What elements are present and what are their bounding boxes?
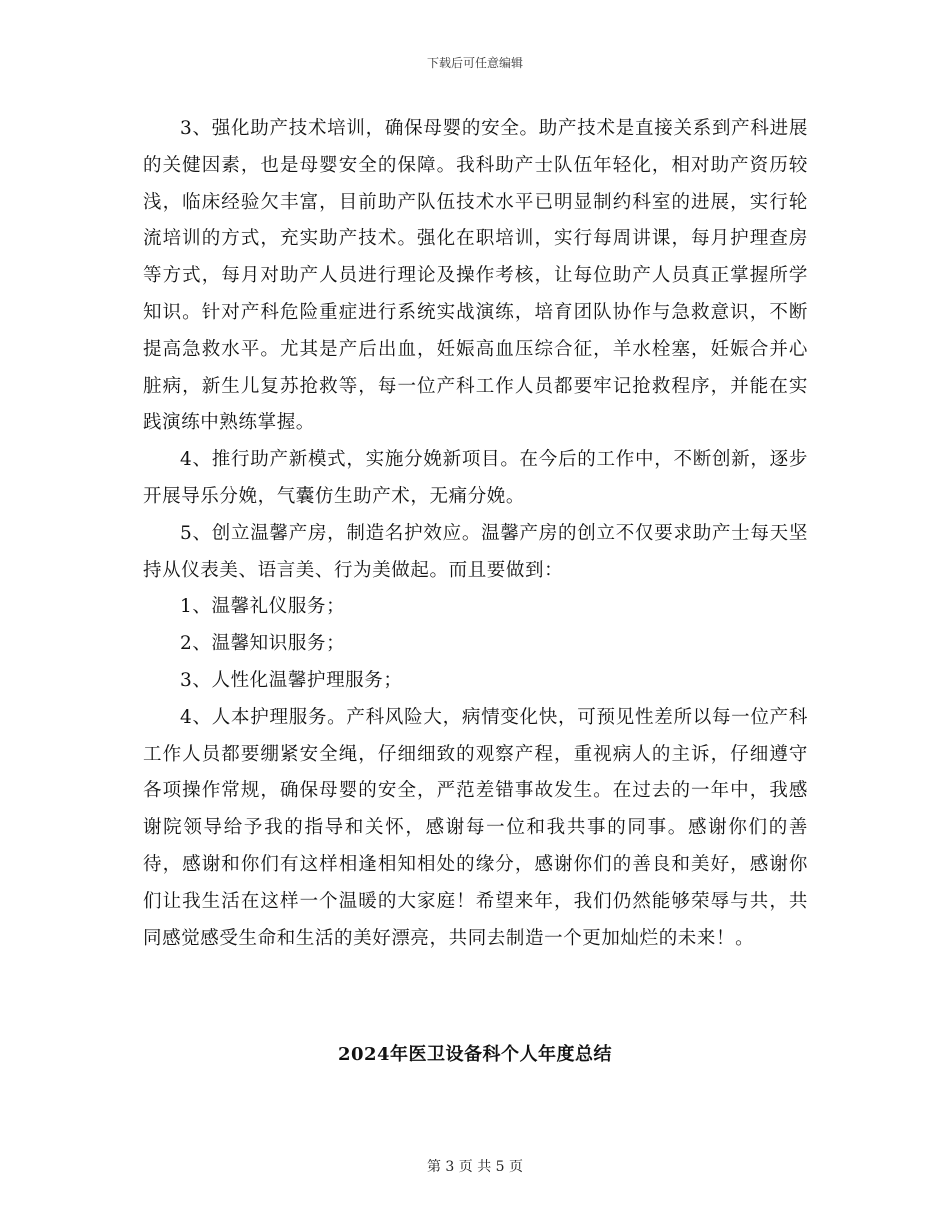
paragraph-people-oriented-care: 4、人本护理服务。产科风险大，病情变化快，可预见性差所以每一位产科工作人员都要绷紧安全绳，仔细细致的观察产程，重视病人的主诉，仔细遵守各项操作常规，确保母婴的安全，严范差错事故发生。在过去的一年中，我感谢院领导给予我的指导和关怀，感谢每一位和我共事的同事。感谢你们的善待，感谢和你们有这样相逢相知相处的缘分，感谢你们的善良和美好，感谢你们让我生活在这样一个温暖的大家庭！希望来年，我们仍然能够荣辱与共，共同感觉感受生命和生活的美好漂亮，共同去制造一个更加灿烂的未来！。 <box>143 706 808 949</box>
paragraph-warm-delivery-room: 5、创立温馨产房，制造名护效应。温馨产房的创立不仅要求助产士每天坚持从仪表美、语言美、行为美做起。而且要做到： <box>143 522 808 581</box>
list-item-humanized-care: 3、人性化温馨护理服务； <box>180 669 403 691</box>
page-header: 下载后可任意编辑 <box>426 56 523 70</box>
document-body <box>143 111 808 957</box>
page-footer: 第 3 页 共 5 页 <box>426 1159 524 1175</box>
list-item-etiquette-service: 1、温馨礼仪服务； <box>180 596 346 618</box>
paragraph-training: 3、强化助产技术培训，确保母婴的安全。助产技术是直接关系到产科进展的关健因素，也是母婴安全的保障。我科助产士队伍年轻化，相对助产资历较浅，临床经验欠丰富，目前助产队伍技术水平已明显制约科室的进展，实行轮流培训的方式，充实助产技术。强化在职培训，实行每周讲课，每月护理查房等方式，每月对助产人员进行理论及操作考核，让每位助产人员真正掌握所学知识。针对产科危险重症进行系统实战演练，培育团队协作与急救意识，不断提高急救水平。尤其是产后出血，妊娠高血压综合征，羊水栓塞，妊娠合并心脏病，新生儿复苏抢救等，每一位产科工作人员都要牢记抢救程序，并能在实践演练中熟练掌握。 <box>143 118 808 434</box>
paragraph-new-mode: 4、推行助产新模式，实施分娩新项目。在今后的工作中，不断创新，逐步开展导乐分娩，气囊仿生助产术，无痛分娩。 <box>143 449 808 507</box>
section-title: 2024年医卫设备科个人年度总结 <box>337 1044 613 1065</box>
list-item-knowledge-service: 2、温馨知识服务； <box>180 633 346 655</box>
